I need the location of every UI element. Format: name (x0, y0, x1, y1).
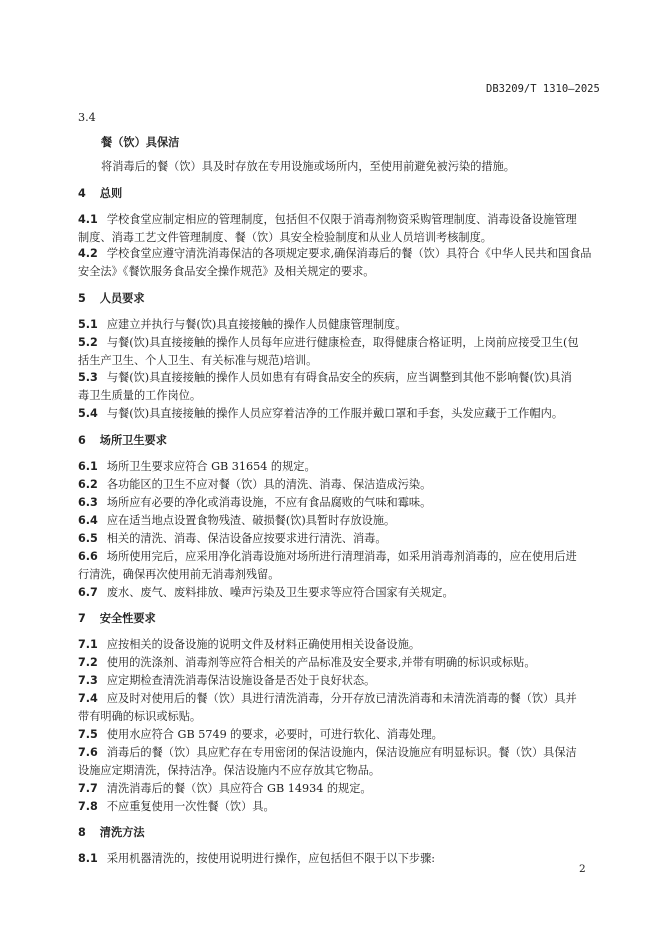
clause-number: 4.1 (78, 213, 98, 226)
clause-number: 6.3 (78, 496, 98, 509)
clause-4.1-cont (78, 231, 492, 245)
clause-6.4 (78, 514, 395, 528)
clause-text: 应建立并执行与餐(饮)具直接接触的操作人员健康管理制度。 (106, 318, 407, 331)
clause-6.3 (78, 496, 431, 510)
section-heading-6 (78, 434, 167, 448)
clause-text: 安全法》《餐饮服务食品安全操作规范》及相关规定的要求。 (78, 265, 375, 278)
clause-number: 7.4 (78, 692, 98, 705)
clause-text: 制度、消毒工艺文件管理制度、餐（饮）具安全检验制度和从业人员培训考核制度。 (78, 231, 492, 244)
section-title: 总则 (99, 187, 123, 200)
section-number: 8 (78, 826, 86, 839)
clause-text: 与餐(饮)具直接接触的操作人员每年应进行健康检查，取得健康合格证明，上岗前应接受卫生(包 (106, 336, 579, 349)
clause-7.8 (78, 800, 275, 814)
section-heading-5 (78, 292, 145, 306)
clause-7.6-cont (78, 764, 380, 778)
clause-6.5 (78, 532, 387, 546)
clause-text: 设施应定期清洗，保持洁净。保洁设施内不应存放其它物品。 (78, 764, 381, 777)
clause-text: 应及时对使用后的餐（饮）具进行清洗消毒，分开存放已清洗消毒和未清洗消毒的餐（饮）具并 (106, 692, 577, 705)
clause-number: 6.6 (78, 550, 98, 563)
clause-text: 清洗消毒后的餐（饮）具应符合 GB 14934 的规定。 (106, 782, 372, 795)
clause-number: 6.1 (78, 460, 98, 473)
clause-number: 7.2 (78, 656, 98, 669)
clause-7.4 (78, 692, 577, 706)
clause-text: 不应重复使用一次性餐（饮）具。 (106, 800, 275, 813)
clause-number: 7.5 (78, 728, 98, 741)
clause-text: 应在适当地点设置食物残渣、破损餐(饮)具暂时存放设施。 (106, 514, 396, 527)
section-heading-7 (78, 612, 156, 626)
clause-text: 场所使用完后，应采用净化消毒设施对场所进行清理消毒，如采用消毒剂消毒的，应在使用后进 (106, 550, 577, 563)
term-title: 餐（饮）具保洁 (101, 136, 180, 149)
clause-number: 5.2 (78, 336, 98, 349)
clause-text: 应按相关的设备设施的说明文件及材料正确使用相关设备设施。 (106, 638, 421, 651)
clause-6.2 (78, 478, 431, 492)
section-heading-4 (78, 187, 122, 201)
clause-text: 带有明确的标识或标贴。 (78, 710, 202, 723)
section-title: 场所卫生要求 (99, 434, 167, 447)
clause-7.2 (78, 656, 536, 670)
clause-number: 7.7 (78, 782, 98, 795)
clause-text: 学校食堂应制定相应的管理制度，包括但不仅限于消毒剂物资采购管理制度、消毒设备设施管理 (106, 213, 577, 226)
clause-text: 采用机器清洗的，按使用说明进行操作，应包括但不限于以下步骤: (106, 852, 436, 865)
clause-text: 废水、废气、废料排放、噪声污染及卫生要求等应符合国家有关规定。 (106, 586, 454, 599)
clause-number: 6.4 (78, 514, 98, 527)
clause-7.5 (78, 728, 443, 742)
clause-6.6-cont (78, 568, 279, 582)
clause-text: 行清洗，确保再次使用前无消毒剂残留。 (78, 568, 280, 581)
clause-number: 4.2 (78, 247, 98, 260)
clause-text: 消毒后的餐（饮）具应贮存在专用密闭的保洁设施内，保洁设施应有明显标识。餐（饮）具保洁 (106, 746, 577, 759)
clause-number: 6.7 (78, 586, 98, 599)
clause-4.2-cont (78, 265, 374, 279)
clause-7.3 (78, 674, 375, 688)
clause-number: 6.5 (78, 532, 98, 545)
clause-6.1 (78, 460, 316, 474)
clause-number: 6.2 (78, 478, 98, 491)
clause-text: 相关的清洗、消毒、保洁设备应按要求进行清洗、消毒。 (106, 532, 387, 545)
clause-number: 7.1 (78, 638, 98, 651)
section-number: 7 (78, 612, 86, 625)
clause-5.3 (78, 371, 572, 385)
clause-number: 7.3 (78, 674, 98, 687)
page-number: 2 (579, 863, 586, 875)
clause-text: 与餐(饮)具直接接触的操作人员应穿着洁净的工作服并戴口罩和手套，头发应藏于工作帽内。 (106, 407, 564, 420)
clause-text: 学校食堂应遵守清洗消毒保洁的各项规定要求,确保消毒后的餐（饮）具符合《中华人民共和国食品 (106, 247, 592, 260)
clause-text: 括生产卫生、个人卫生、有关标准与规范)培训。 (78, 354, 318, 367)
clause-number: 5.4 (78, 407, 98, 420)
term-definition: 将消毒后的餐（饮）具及时存放在专用设施或场所内，至使用前避免被污染的措施。 (101, 160, 515, 173)
clause-text: 各功能区的卫生不应对餐（饮）具的清洗、消毒、保洁造成污染。 (106, 478, 432, 491)
clause-number: 7.6 (78, 746, 98, 759)
clause-5.2 (78, 336, 579, 350)
clause-7.4-cont (78, 710, 201, 724)
section-number: 5 (78, 292, 86, 305)
clause-number: 7.8 (78, 800, 98, 813)
clause-number: 5.1 (78, 318, 98, 331)
clause-text: 应定期检查清洗消毒保洁设施设备是否处于良好状态。 (106, 674, 376, 687)
clause-number: 5.3 (78, 371, 98, 384)
section-number: 4 (78, 187, 86, 200)
clause-number: 8.1 (78, 852, 98, 865)
clause-text: 场所卫生要求应符合 GB 31654 的规定。 (106, 460, 316, 473)
section-title: 人员要求 (99, 292, 145, 305)
clause-text: 与餐(饮)具直接接触的操作人员如患有有碍食品安全的疾病，应当调整到其他不影响餐(饮)具消 (106, 371, 572, 384)
clause-5.3-cont (78, 389, 201, 403)
clause-5.1 (78, 318, 406, 332)
section-title: 清洗方法 (99, 826, 145, 839)
clause-6.7 (78, 586, 454, 600)
clause-7.7 (78, 782, 372, 796)
term-number: 3.4 (78, 111, 96, 124)
clause-6.6 (78, 550, 577, 564)
clause-7.6 (78, 746, 577, 760)
section-number: 6 (78, 434, 86, 447)
section-heading-8 (78, 826, 145, 840)
clause-5.4 (78, 407, 563, 421)
doc-code-header: DB3209/T 1310—2025 (486, 83, 600, 95)
clause-text: 场所应有必要的净化或消毒设施，不应有食品腐败的气味和霉味。 (106, 496, 432, 509)
section-title: 安全性要求 (99, 612, 156, 625)
clause-text: 毒卫生质量的工作岗位。 (78, 389, 202, 402)
clause-7.1 (78, 638, 420, 652)
clause-8.1 (78, 852, 435, 866)
clause-4.2 (78, 247, 591, 261)
clause-text: 使用的洗涤剂、消毒剂等应符合相关的产品标准及安全要求,并带有明确的标识或标贴。 (106, 656, 536, 669)
clause-4.1 (78, 213, 577, 227)
clause-text: 使用水应符合 GB 5749 的要求，必要时，可进行软化、消毒处理。 (106, 728, 443, 741)
clause-5.2-cont (78, 354, 317, 368)
